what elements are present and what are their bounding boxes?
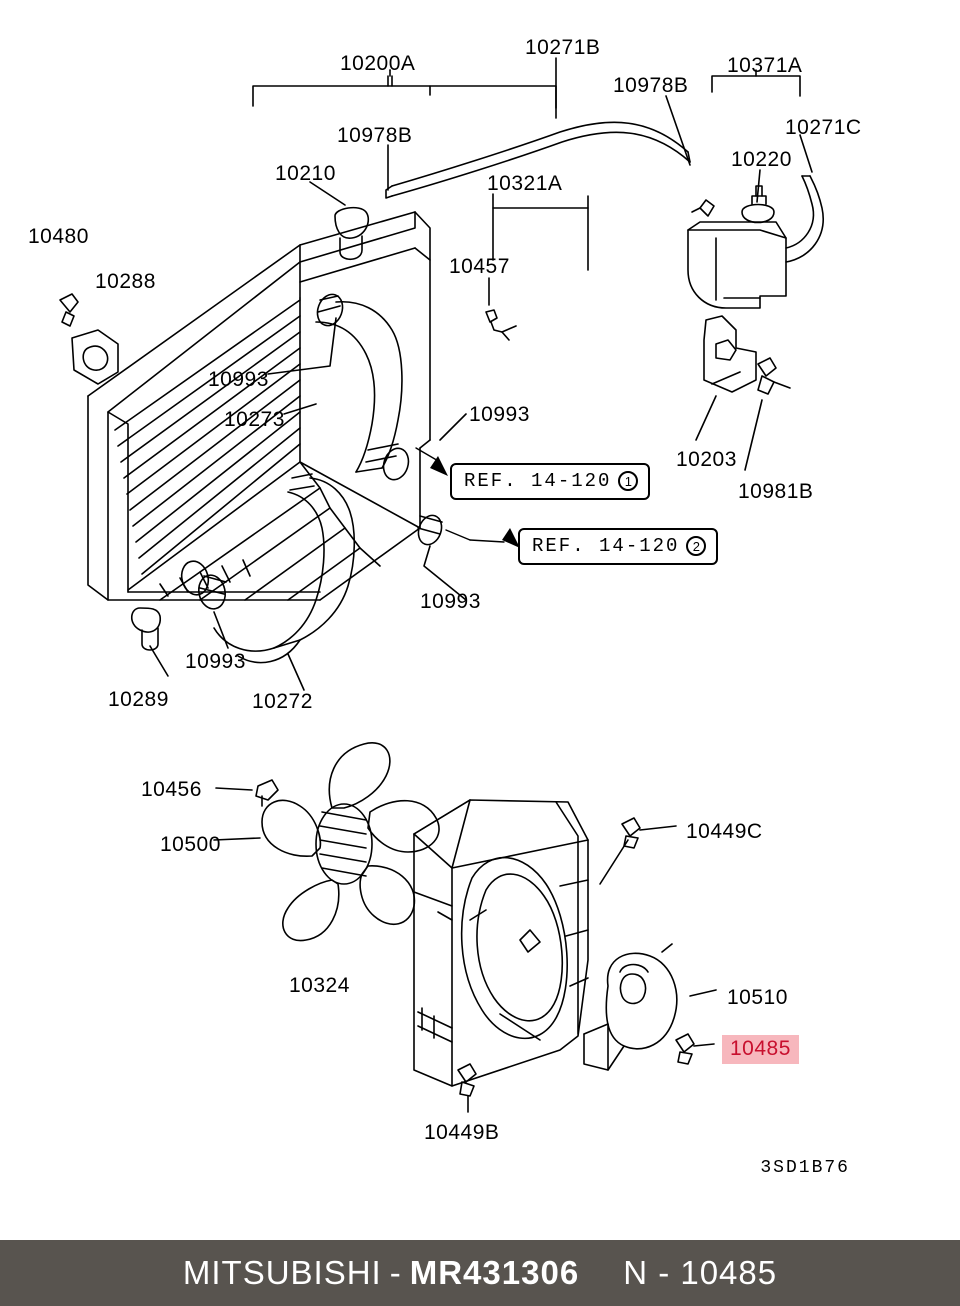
callout-10289: 10289 [108, 688, 169, 711]
callout-10978B-right: 10978B [613, 74, 689, 97]
reference-tag-label: REF. 14-120 [532, 535, 680, 557]
brand-name: MITSUBISHI [182, 1254, 382, 1291]
callout-10449B: 10449B [424, 1121, 500, 1144]
callout-10203: 10203 [676, 448, 737, 471]
callout-10288: 10288 [95, 270, 156, 293]
callout-10272: 10272 [252, 690, 313, 713]
footer-bar [0, 1240, 960, 1306]
callout-10993-a: 10993 [208, 368, 269, 391]
callout-10993-b: 10993 [469, 403, 530, 426]
callout-10456: 10456 [141, 778, 202, 801]
callout-10321A: 10321A [487, 172, 563, 195]
reference-tag-circle-number: 2 [686, 536, 706, 556]
callout-10210: 10210 [275, 162, 336, 185]
callout-10449C: 10449C [686, 820, 763, 843]
footer-reference: N - 10485 [623, 1254, 778, 1291]
reference-tag-14-120-1[interactable] [450, 463, 650, 500]
callout-10324: 10324 [289, 974, 350, 997]
callout-10200A: 10200A [340, 52, 416, 75]
callout-10220: 10220 [731, 148, 792, 171]
callout-10480: 10480 [28, 225, 89, 248]
callout-10273: 10273 [224, 408, 285, 431]
reference-tag-label: REF. 14-120 [464, 470, 612, 492]
reference-tag-14-120-2[interactable] [518, 528, 718, 565]
callout-10485-highlighted: 10485 [722, 1035, 799, 1064]
callout-10271C: 10271C [785, 116, 862, 139]
part-number: MR431306 [409, 1254, 580, 1291]
footer-separator: - [389, 1254, 402, 1291]
reference-tag-circle-number: 1 [618, 471, 638, 491]
callout-10993-d: 10993 [185, 650, 246, 673]
callout-10993-c: 10993 [420, 590, 481, 613]
callout-10271B: 10271B [525, 36, 601, 59]
callout-10510: 10510 [727, 986, 788, 1009]
callout-10371A: 10371A [727, 54, 803, 77]
drawing-code: 3SD1B76 [760, 1158, 850, 1178]
callout-10978B-left: 10978B [337, 124, 413, 147]
callout-10500: 10500 [160, 833, 221, 856]
callout-10981B: 10981B [738, 480, 814, 503]
callout-10457: 10457 [449, 255, 510, 278]
